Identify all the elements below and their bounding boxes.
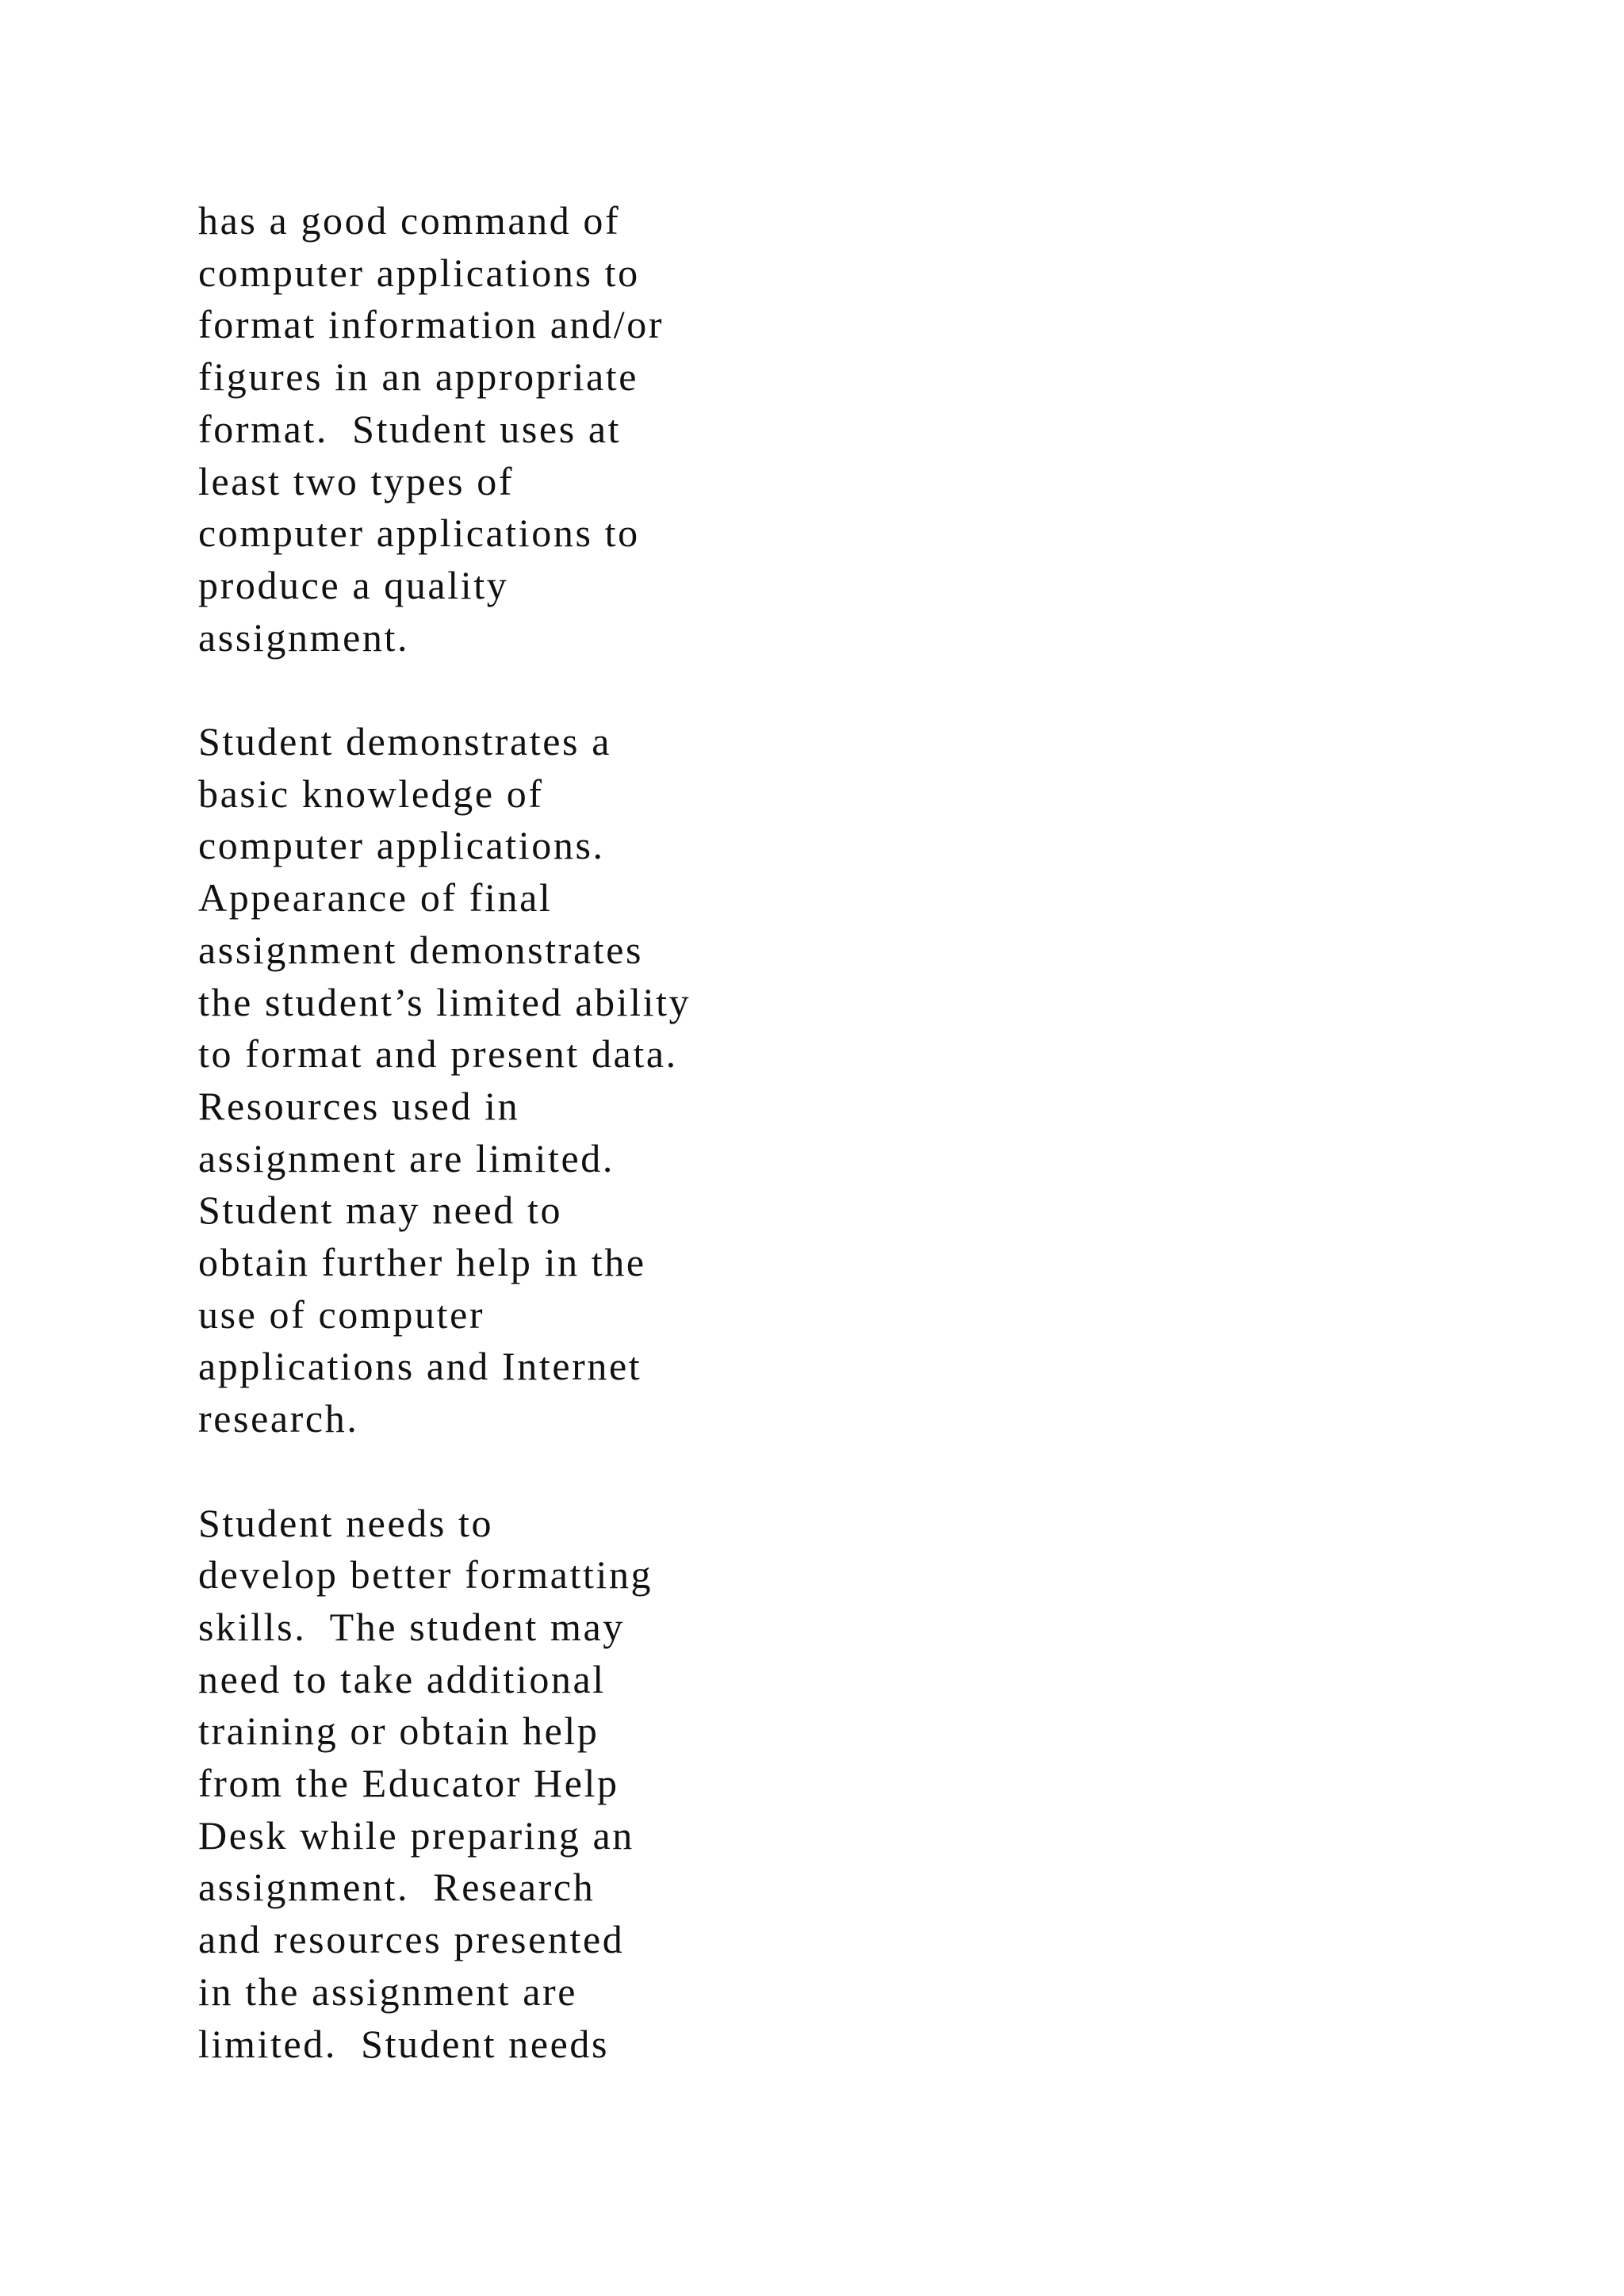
text-line: basic knowledge of [198,771,544,816]
text-line: least two types of [198,458,515,503]
text-line: Student demonstrates a [198,719,611,764]
text-line: Resources used in [198,1083,520,1128]
text-line: format information and/or [198,302,665,347]
text-column [198,195,912,2070]
text-line: Student may need to [198,1188,563,1233]
text-line: assignment. Research [198,1865,596,1910]
text-line: format. Student uses at [198,406,622,451]
text-line: and resources presented [198,1917,625,1962]
text-line: computer applications to [198,511,640,556]
text-line: applications and Internet [198,1344,642,1389]
text-line: Student needs to [198,1500,494,1545]
text-line: computer applications. [198,823,605,868]
paragraph-spacer [198,1445,912,1498]
text-line: use of computer [198,1292,485,1337]
text-line: research. [198,1396,359,1441]
text-line: assignment are limited. [198,1135,615,1181]
paragraph-spacer [198,664,912,716]
text-line: the student’s limited ability [198,979,691,1024]
text-line: need to take additional [198,1656,606,1701]
text-line: Desk while preparing an [198,1812,634,1858]
text-line: training or obtain help [198,1709,599,1754]
text-line: from the Educator Help [198,1761,619,1806]
text-line: figures in an appropriate [198,354,639,400]
text-line: limited. Student needs [198,2021,610,2066]
text-line: has a good command of [198,198,621,243]
text-line: in the assignment are [198,1969,578,2014]
text-line: obtain further help in the [198,1240,646,1285]
text-line: to format and present data. [198,1031,678,1077]
paragraph-3 [198,1498,912,2071]
text-line: produce a quality [198,562,509,607]
text-line: develop better formatting [198,1552,653,1598]
paragraph-1 [198,195,912,664]
text-line: computer applications to [198,250,640,295]
text-line: Appearance of final [198,875,553,920]
paragraph-2 [198,716,912,1445]
text-line: skills. The student may [198,1604,625,1649]
text-line: assignment demonstrates [198,927,644,972]
text-line: assignment. [198,614,410,660]
